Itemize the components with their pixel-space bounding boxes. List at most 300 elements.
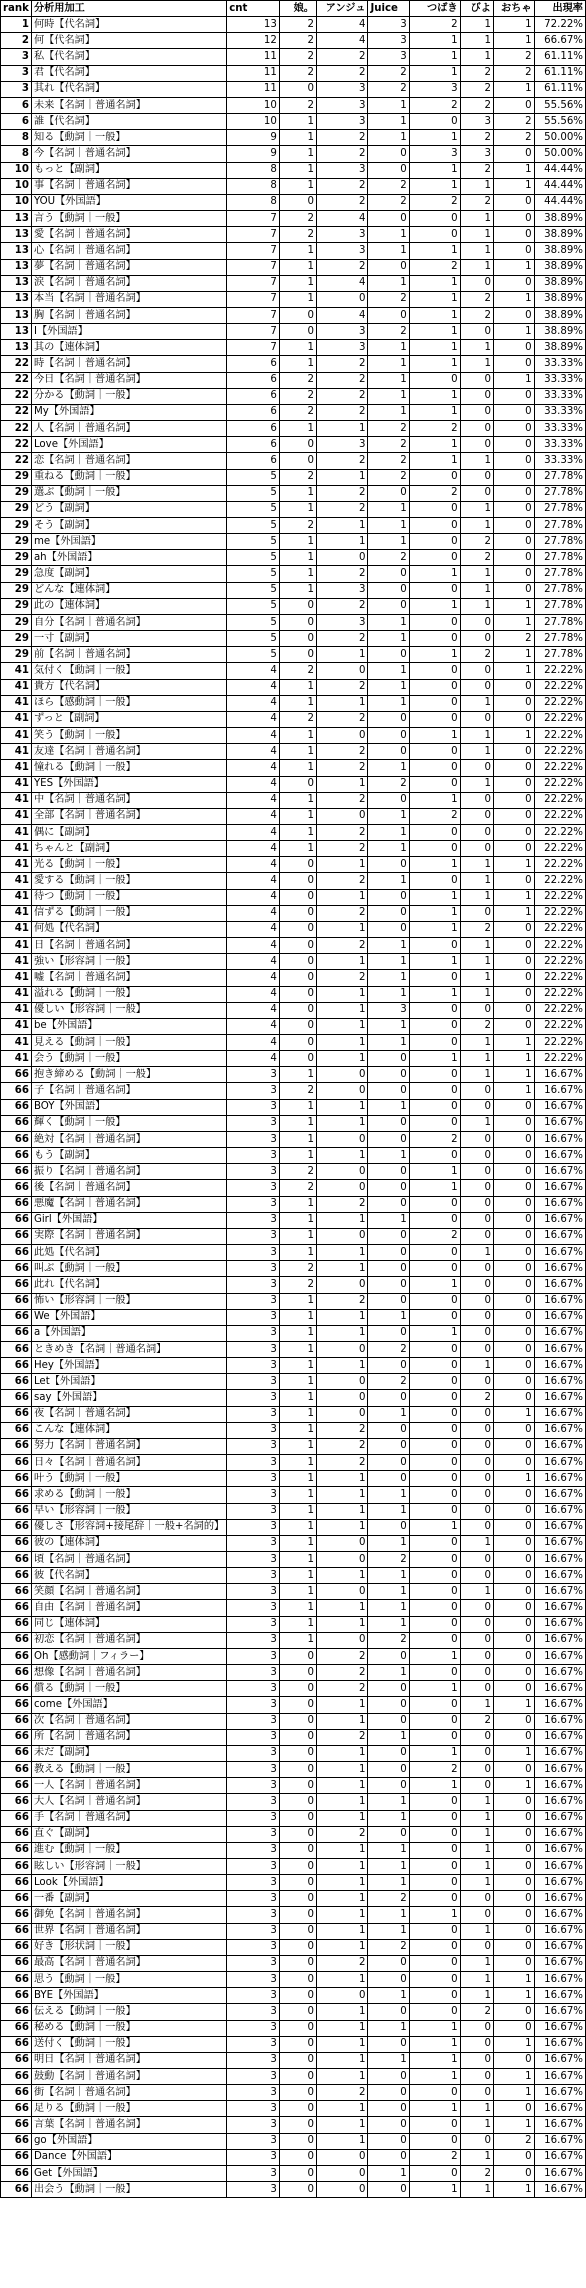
cell-juice[interactable]: 1 xyxy=(368,760,409,776)
cell-rate[interactable]: 27.78% xyxy=(534,485,585,501)
cell-ocha[interactable]: 0 xyxy=(493,582,534,598)
cell-beyooonds[interactable]: 0 xyxy=(460,1907,493,1923)
cell-cnt[interactable]: 3 xyxy=(227,1228,280,1244)
cell-rate[interactable]: 22.22% xyxy=(534,744,585,760)
cell-word[interactable]: ずっと【副詞】 xyxy=(31,711,226,727)
cell-cnt[interactable]: 7 xyxy=(227,275,280,291)
cell-cnt[interactable]: 3 xyxy=(227,1552,280,1568)
cell-juice[interactable]: 1 xyxy=(368,824,409,840)
cell-angerme[interactable]: 0 xyxy=(316,1067,367,1083)
cell-tsubaki[interactable]: 0 xyxy=(409,841,460,857)
cell-word[interactable]: ちゃんと【副詞】 xyxy=(31,841,226,857)
cell-angerme[interactable]: 2 xyxy=(316,259,367,275)
cell-cnt[interactable]: 4 xyxy=(227,711,280,727)
cell-tsubaki[interactable]: 1 xyxy=(409,437,460,453)
cell-rate[interactable]: 33.33% xyxy=(534,453,585,469)
cell-angerme[interactable]: 0 xyxy=(316,1277,367,1293)
cell-cnt[interactable]: 3 xyxy=(227,1487,280,1503)
cell-angerme[interactable]: 0 xyxy=(316,1228,367,1244)
cell-musume[interactable]: 0 xyxy=(279,889,316,905)
cell-musume[interactable]: 0 xyxy=(279,1858,316,1874)
cell-rank[interactable]: 66 xyxy=(1,1923,32,1939)
cell-tsubaki[interactable]: 0 xyxy=(409,711,460,727)
cell-beyooonds[interactable]: 1 xyxy=(460,178,493,194)
cell-ocha[interactable]: 1 xyxy=(493,324,534,340)
cell-ocha[interactable]: 0 xyxy=(493,275,534,291)
cell-cnt[interactable]: 3 xyxy=(227,1245,280,1261)
cell-cnt[interactable]: 11 xyxy=(227,49,280,65)
cell-angerme[interactable]: 0 xyxy=(316,663,367,679)
cell-juice[interactable]: 0 xyxy=(368,1390,409,1406)
cell-musume[interactable]: 2 xyxy=(279,518,316,534)
cell-musume[interactable]: 0 xyxy=(279,1051,316,1067)
cell-rank[interactable]: 10 xyxy=(1,162,32,178)
cell-rank[interactable]: 66 xyxy=(1,1745,32,1761)
cell-beyooonds[interactable]: 1 xyxy=(460,49,493,65)
cell-tsubaki[interactable]: 0 xyxy=(409,760,460,776)
cell-beyooonds[interactable]: 0 xyxy=(460,1762,493,1778)
cell-beyooonds[interactable]: 1 xyxy=(460,1842,493,1858)
cell-cnt[interactable]: 5 xyxy=(227,647,280,663)
cell-rate[interactable]: 16.67% xyxy=(534,1325,585,1341)
cell-beyooonds[interactable]: 1 xyxy=(460,227,493,243)
cell-rate[interactable]: 22.22% xyxy=(534,970,585,986)
cell-beyooonds[interactable]: 0 xyxy=(460,1438,493,1454)
cell-angerme[interactable]: 2 xyxy=(316,1681,367,1697)
cell-rank[interactable]: 66 xyxy=(1,1955,32,1971)
cell-beyooonds[interactable]: 2 xyxy=(460,647,493,663)
cell-tsubaki[interactable]: 0 xyxy=(409,1729,460,1745)
cell-word[interactable]: 努力【名詞｜普通名詞】 xyxy=(31,1438,226,1454)
cell-ocha[interactable]: 1 xyxy=(493,598,534,614)
cell-rate[interactable]: 16.67% xyxy=(534,1083,585,1099)
cell-ocha[interactable]: 1 xyxy=(493,2182,534,2198)
cell-angerme[interactable]: 0 xyxy=(316,2165,367,2181)
cell-ocha[interactable]: 0 xyxy=(493,194,534,210)
cell-beyooonds[interactable]: 0 xyxy=(460,663,493,679)
cell-beyooonds[interactable]: 2 xyxy=(460,130,493,146)
cell-cnt[interactable]: 3 xyxy=(227,1422,280,1438)
cell-word[interactable]: YES【外国語】 xyxy=(31,776,226,792)
cell-beyooonds[interactable]: 0 xyxy=(460,1212,493,1228)
cell-word[interactable]: 夜【名詞｜普通名詞】 xyxy=(31,1406,226,1422)
header-rank[interactable]: rank xyxy=(1,1,32,17)
cell-tsubaki[interactable]: 0 xyxy=(409,1875,460,1891)
cell-tsubaki[interactable]: 1 xyxy=(409,130,460,146)
cell-ocha[interactable]: 0 xyxy=(493,1842,534,1858)
cell-cnt[interactable]: 3 xyxy=(227,1503,280,1519)
cell-rank[interactable]: 41 xyxy=(1,1002,32,1018)
cell-cnt[interactable]: 3 xyxy=(227,1568,280,1584)
cell-beyooonds[interactable]: 0 xyxy=(460,1455,493,1471)
cell-ocha[interactable]: 0 xyxy=(493,1923,534,1939)
cell-cnt[interactable]: 3 xyxy=(227,1875,280,1891)
cell-word[interactable]: 気付く【動詞｜一般】 xyxy=(31,663,226,679)
cell-musume[interactable]: 1 xyxy=(279,146,316,162)
cell-musume[interactable]: 0 xyxy=(279,1002,316,1018)
cell-rate[interactable]: 16.67% xyxy=(534,1309,585,1325)
cell-rank[interactable]: 41 xyxy=(1,905,32,921)
cell-juice[interactable]: 0 xyxy=(368,1422,409,1438)
cell-word[interactable]: 心【名詞｜普通名詞】 xyxy=(31,243,226,259)
cell-musume[interactable]: 1 xyxy=(279,356,316,372)
cell-rate[interactable]: 16.67% xyxy=(534,1972,585,1988)
cell-angerme[interactable]: 0 xyxy=(316,550,367,566)
cell-rank[interactable]: 66 xyxy=(1,2182,32,2198)
cell-tsubaki[interactable]: 1 xyxy=(409,1907,460,1923)
cell-beyooonds[interactable]: 0 xyxy=(460,388,493,404)
cell-rate[interactable]: 22.22% xyxy=(534,1018,585,1034)
cell-juice[interactable]: 1 xyxy=(368,1810,409,1826)
cell-rank[interactable]: 66 xyxy=(1,1810,32,1826)
cell-cnt[interactable]: 7 xyxy=(227,227,280,243)
cell-ocha[interactable]: 0 xyxy=(493,1487,534,1503)
cell-musume[interactable]: 0 xyxy=(279,2004,316,2020)
cell-tsubaki[interactable]: 1 xyxy=(409,1277,460,1293)
cell-word[interactable]: 手【名詞｜普通名詞】 xyxy=(31,1810,226,1826)
cell-cnt[interactable]: 4 xyxy=(227,728,280,744)
cell-tsubaki[interactable]: 0 xyxy=(409,211,460,227)
cell-rate[interactable]: 27.78% xyxy=(534,631,585,647)
cell-rank[interactable]: 66 xyxy=(1,1503,32,1519)
cell-beyooonds[interactable]: 0 xyxy=(460,421,493,437)
cell-rank[interactable]: 66 xyxy=(1,1648,32,1664)
cell-beyooonds[interactable]: 1 xyxy=(460,1826,493,1842)
cell-tsubaki[interactable]: 0 xyxy=(409,1002,460,1018)
cell-rate[interactable]: 38.89% xyxy=(534,211,585,227)
cell-ocha[interactable]: 1 xyxy=(493,728,534,744)
cell-beyooonds[interactable]: 0 xyxy=(460,437,493,453)
cell-juice[interactable]: 1 xyxy=(368,1584,409,1600)
cell-cnt[interactable]: 3 xyxy=(227,1794,280,1810)
cell-rate[interactable]: 61.11% xyxy=(534,81,585,97)
cell-cnt[interactable]: 3 xyxy=(227,1584,280,1600)
cell-juice[interactable]: 1 xyxy=(368,356,409,372)
cell-musume[interactable]: 1 xyxy=(279,1422,316,1438)
cell-rate[interactable]: 16.67% xyxy=(534,1180,585,1196)
cell-cnt[interactable]: 3 xyxy=(227,1697,280,1713)
cell-tsubaki[interactable]: 2 xyxy=(409,421,460,437)
cell-cnt[interactable]: 3 xyxy=(227,1826,280,1842)
cell-beyooonds[interactable]: 0 xyxy=(460,2085,493,2101)
cell-cnt[interactable]: 3 xyxy=(227,2069,280,2085)
cell-word[interactable]: 貴方【代名詞】 xyxy=(31,679,226,695)
cell-beyooonds[interactable]: 1 xyxy=(460,1115,493,1131)
cell-tsubaki[interactable]: 0 xyxy=(409,469,460,485)
cell-word[interactable]: 本当【名詞｜普通名詞】 xyxy=(31,291,226,307)
cell-beyooonds[interactable]: 2 xyxy=(460,534,493,550)
cell-musume[interactable]: 0 xyxy=(279,437,316,453)
cell-tsubaki[interactable]: 3 xyxy=(409,146,460,162)
cell-cnt[interactable]: 5 xyxy=(227,534,280,550)
cell-angerme[interactable]: 2 xyxy=(316,1648,367,1664)
cell-beyooonds[interactable]: 0 xyxy=(460,1600,493,1616)
cell-angerme[interactable]: 1 xyxy=(316,1745,367,1761)
cell-musume[interactable]: 0 xyxy=(279,1842,316,1858)
cell-beyooonds[interactable]: 1 xyxy=(460,1358,493,1374)
cell-tsubaki[interactable]: 0 xyxy=(409,1616,460,1632)
cell-juice[interactable]: 2 xyxy=(368,324,409,340)
cell-rank[interactable]: 66 xyxy=(1,1762,32,1778)
cell-word[interactable]: 世界【名詞｜普通名詞】 xyxy=(31,1923,226,1939)
cell-cnt[interactable]: 3 xyxy=(227,1988,280,2004)
cell-beyooonds[interactable]: 1 xyxy=(460,1067,493,1083)
cell-tsubaki[interactable]: 0 xyxy=(409,1939,460,1955)
cell-musume[interactable]: 1 xyxy=(279,1390,316,1406)
cell-rank[interactable]: 66 xyxy=(1,1148,32,1164)
cell-angerme[interactable]: 4 xyxy=(316,307,367,323)
cell-rank[interactable]: 3 xyxy=(1,65,32,81)
cell-cnt[interactable]: 3 xyxy=(227,1293,280,1309)
cell-ocha[interactable]: 0 xyxy=(493,2020,534,2036)
cell-ocha[interactable]: 0 xyxy=(493,1955,534,1971)
cell-beyooonds[interactable]: 2 xyxy=(460,81,493,97)
cell-juice[interactable]: 0 xyxy=(368,2149,409,2165)
cell-word[interactable]: 憧れる【動詞｜一般】 xyxy=(31,760,226,776)
cell-tsubaki[interactable]: 2 xyxy=(409,194,460,210)
cell-cnt[interactable]: 3 xyxy=(227,1519,280,1535)
cell-word[interactable]: 教える【動詞｜一般】 xyxy=(31,1762,226,1778)
cell-rank[interactable]: 66 xyxy=(1,1277,32,1293)
cell-musume[interactable]: 0 xyxy=(279,1826,316,1842)
cell-tsubaki[interactable]: 1 xyxy=(409,598,460,614)
cell-juice[interactable]: 0 xyxy=(368,1762,409,1778)
cell-ocha[interactable]: 1 xyxy=(493,259,534,275)
cell-rate[interactable]: 16.67% xyxy=(534,1390,585,1406)
cell-ocha[interactable]: 1 xyxy=(493,905,534,921)
cell-rank[interactable]: 66 xyxy=(1,1875,32,1891)
cell-beyooonds[interactable]: 0 xyxy=(460,2069,493,2085)
cell-rate[interactable]: 33.33% xyxy=(534,421,585,437)
cell-angerme[interactable]: 1 xyxy=(316,1519,367,1535)
cell-word[interactable]: Hey【外国語】 xyxy=(31,1358,226,1374)
cell-tsubaki[interactable]: 0 xyxy=(409,1665,460,1681)
cell-musume[interactable]: 0 xyxy=(279,1713,316,1729)
cell-rank[interactable]: 29 xyxy=(1,598,32,614)
cell-ocha[interactable]: 1 xyxy=(493,663,534,679)
cell-rank[interactable]: 29 xyxy=(1,614,32,630)
cell-cnt[interactable]: 4 xyxy=(227,986,280,1002)
cell-cnt[interactable]: 3 xyxy=(227,1972,280,1988)
cell-ocha[interactable]: 0 xyxy=(493,1309,534,1325)
cell-beyooonds[interactable]: 1 xyxy=(460,566,493,582)
cell-rate[interactable]: 16.67% xyxy=(534,1471,585,1487)
cell-beyooonds[interactable]: 1 xyxy=(460,598,493,614)
cell-juice[interactable]: 0 xyxy=(368,1745,409,1761)
cell-beyooonds[interactable]: 0 xyxy=(460,404,493,420)
cell-cnt[interactable]: 7 xyxy=(227,259,280,275)
cell-angerme[interactable]: 0 xyxy=(316,2182,367,2198)
cell-angerme[interactable]: 1 xyxy=(316,2020,367,2036)
cell-rank[interactable]: 41 xyxy=(1,954,32,970)
cell-rate[interactable]: 55.56% xyxy=(534,114,585,130)
cell-ocha[interactable]: 2 xyxy=(493,631,534,647)
cell-juice[interactable]: 0 xyxy=(368,2085,409,2101)
cell-juice[interactable]: 1 xyxy=(368,534,409,550)
cell-angerme[interactable]: 0 xyxy=(316,1341,367,1357)
cell-cnt[interactable]: 5 xyxy=(227,550,280,566)
cell-ocha[interactable]: 0 xyxy=(493,1455,534,1471)
cell-musume[interactable]: 2 xyxy=(279,711,316,727)
cell-tsubaki[interactable]: 1 xyxy=(409,857,460,873)
cell-angerme[interactable]: 0 xyxy=(316,1131,367,1147)
cell-musume[interactable]: 0 xyxy=(279,2133,316,2149)
cell-ocha[interactable]: 1 xyxy=(493,1083,534,1099)
cell-word[interactable]: 嘘【名詞｜普通名詞】 xyxy=(31,970,226,986)
cell-cnt[interactable]: 3 xyxy=(227,2004,280,2020)
cell-rank[interactable]: 22 xyxy=(1,372,32,388)
cell-tsubaki[interactable]: 1 xyxy=(409,2052,460,2068)
cell-tsubaki[interactable]: 1 xyxy=(409,1051,460,1067)
cell-word[interactable]: 償る【動詞｜一般】 xyxy=(31,1681,226,1697)
cell-rank[interactable]: 66 xyxy=(1,1164,32,1180)
cell-rank[interactable]: 66 xyxy=(1,2004,32,2020)
cell-juice[interactable]: 0 xyxy=(368,2182,409,2198)
cell-juice[interactable]: 0 xyxy=(368,2101,409,2117)
cell-tsubaki[interactable]: 2 xyxy=(409,485,460,501)
cell-beyooonds[interactable]: 2 xyxy=(460,307,493,323)
cell-rank[interactable]: 66 xyxy=(1,1115,32,1131)
cell-ocha[interactable]: 0 xyxy=(493,1568,534,1584)
cell-beyooonds[interactable]: 1 xyxy=(460,1810,493,1826)
cell-beyooonds[interactable]: 1 xyxy=(460,1858,493,1874)
cell-juice[interactable]: 0 xyxy=(368,259,409,275)
cell-rank[interactable]: 41 xyxy=(1,744,32,760)
cell-juice[interactable]: 0 xyxy=(368,1972,409,1988)
cell-cnt[interactable]: 5 xyxy=(227,631,280,647)
cell-tsubaki[interactable]: 1 xyxy=(409,404,460,420)
cell-cnt[interactable]: 7 xyxy=(227,340,280,356)
cell-rank[interactable]: 66 xyxy=(1,1099,32,1115)
cell-beyooonds[interactable]: 1 xyxy=(460,211,493,227)
cell-rank[interactable]: 13 xyxy=(1,291,32,307)
cell-rank[interactable]: 22 xyxy=(1,388,32,404)
cell-tsubaki[interactable]: 1 xyxy=(409,307,460,323)
cell-rate[interactable]: 16.67% xyxy=(534,1762,585,1778)
cell-ocha[interactable]: 1 xyxy=(493,1035,534,1051)
cell-rank[interactable]: 13 xyxy=(1,324,32,340)
cell-ocha[interactable]: 0 xyxy=(493,824,534,840)
cell-ocha[interactable]: 0 xyxy=(493,1261,534,1277)
cell-rank[interactable]: 66 xyxy=(1,1665,32,1681)
cell-rate[interactable]: 61.11% xyxy=(534,65,585,81)
cell-beyooonds[interactable]: 0 xyxy=(460,905,493,921)
cell-word[interactable]: 前【名詞｜普通名詞】 xyxy=(31,647,226,663)
cell-juice[interactable]: 1 xyxy=(368,1568,409,1584)
cell-rate[interactable]: 16.67% xyxy=(534,1632,585,1648)
cell-angerme[interactable]: 2 xyxy=(316,1729,367,1745)
cell-word[interactable]: 日々【名詞｜普通名詞】 xyxy=(31,1455,226,1471)
cell-juice[interactable]: 0 xyxy=(368,1051,409,1067)
cell-musume[interactable]: 0 xyxy=(279,2149,316,2165)
cell-cnt[interactable]: 4 xyxy=(227,1035,280,1051)
cell-musume[interactable]: 0 xyxy=(279,921,316,937)
cell-angerme[interactable]: 2 xyxy=(316,453,367,469)
cell-rank[interactable]: 41 xyxy=(1,679,32,695)
cell-rank[interactable]: 22 xyxy=(1,421,32,437)
cell-angerme[interactable]: 0 xyxy=(316,291,367,307)
cell-angerme[interactable]: 1 xyxy=(316,1051,367,1067)
cell-tsubaki[interactable]: 0 xyxy=(409,1858,460,1874)
cell-rate[interactable]: 33.33% xyxy=(534,388,585,404)
cell-ocha[interactable]: 0 xyxy=(493,873,534,889)
cell-juice[interactable]: 0 xyxy=(368,598,409,614)
cell-ocha[interactable]: 0 xyxy=(493,1341,534,1357)
cell-musume[interactable]: 0 xyxy=(279,614,316,630)
cell-beyooonds[interactable]: 2 xyxy=(460,194,493,210)
cell-musume[interactable]: 1 xyxy=(279,178,316,194)
cell-ocha[interactable]: 0 xyxy=(493,1099,534,1115)
cell-musume[interactable]: 1 xyxy=(279,1067,316,1083)
cell-rate[interactable]: 22.22% xyxy=(534,760,585,776)
cell-ocha[interactable]: 0 xyxy=(493,776,534,792)
cell-angerme[interactable]: 2 xyxy=(316,146,367,162)
cell-angerme[interactable]: 2 xyxy=(316,744,367,760)
cell-angerme[interactable]: 3 xyxy=(316,81,367,97)
cell-beyooonds[interactable]: 2 xyxy=(460,1018,493,1034)
cell-word[interactable]: 日【名詞｜普通名詞】 xyxy=(31,938,226,954)
cell-tsubaki[interactable]: 0 xyxy=(409,679,460,695)
cell-angerme[interactable]: 1 xyxy=(316,518,367,534)
cell-ocha[interactable]: 0 xyxy=(493,340,534,356)
cell-angerme[interactable]: 2 xyxy=(316,485,367,501)
cell-juice[interactable]: 0 xyxy=(368,1358,409,1374)
cell-rate[interactable]: 16.67% xyxy=(534,1616,585,1632)
cell-tsubaki[interactable]: 0 xyxy=(409,1067,460,1083)
cell-musume[interactable]: 2 xyxy=(279,1261,316,1277)
cell-juice[interactable]: 1 xyxy=(368,954,409,970)
cell-musume[interactable]: 0 xyxy=(279,1697,316,1713)
cell-juice[interactable]: 0 xyxy=(368,711,409,727)
cell-rate[interactable]: 33.33% xyxy=(534,356,585,372)
cell-juice[interactable]: 1 xyxy=(368,1148,409,1164)
cell-tsubaki[interactable]: 0 xyxy=(409,1455,460,1471)
cell-word[interactable]: 信ずる【動詞｜一般】 xyxy=(31,905,226,921)
cell-angerme[interactable]: 0 xyxy=(316,1083,367,1099)
cell-beyooonds[interactable]: 2 xyxy=(460,2165,493,2181)
cell-ocha[interactable]: 0 xyxy=(493,534,534,550)
cell-rank[interactable]: 13 xyxy=(1,259,32,275)
cell-tsubaki[interactable]: 0 xyxy=(409,1552,460,1568)
cell-word[interactable]: 進む【動詞｜一般】 xyxy=(31,1842,226,1858)
cell-angerme[interactable]: 3 xyxy=(316,162,367,178)
cell-angerme[interactable]: 0 xyxy=(316,1584,367,1600)
cell-angerme[interactable]: 0 xyxy=(316,2149,367,2165)
cell-cnt[interactable]: 4 xyxy=(227,792,280,808)
cell-word[interactable]: 眩しい【形容詞｜一般】 xyxy=(31,1858,226,1874)
cell-tsubaki[interactable]: 0 xyxy=(409,501,460,517)
cell-musume[interactable]: 0 xyxy=(279,1988,316,2004)
cell-tsubaki[interactable]: 1 xyxy=(409,1164,460,1180)
cell-word[interactable]: 同じ【連体詞】 xyxy=(31,1616,226,1632)
cell-angerme[interactable]: 2 xyxy=(316,1196,367,1212)
cell-rank[interactable]: 66 xyxy=(1,1907,32,1923)
cell-rank[interactable]: 66 xyxy=(1,1794,32,1810)
cell-cnt[interactable]: 3 xyxy=(227,1341,280,1357)
cell-rate[interactable]: 16.67% xyxy=(534,1374,585,1390)
cell-ocha[interactable]: 0 xyxy=(493,1374,534,1390)
cell-ocha[interactable]: 0 xyxy=(493,1762,534,1778)
cell-beyooonds[interactable]: 0 xyxy=(460,1939,493,1955)
cell-juice[interactable]: 3 xyxy=(368,33,409,49)
cell-rank[interactable]: 41 xyxy=(1,857,32,873)
cell-musume[interactable]: 2 xyxy=(279,97,316,113)
cell-word[interactable]: もっと【副詞】 xyxy=(31,162,226,178)
cell-word[interactable]: 中【名詞｜普通名詞】 xyxy=(31,792,226,808)
cell-rate[interactable]: 16.67% xyxy=(534,1261,585,1277)
cell-beyooonds[interactable]: 1 xyxy=(460,986,493,1002)
cell-tsubaki[interactable]: 1 xyxy=(409,566,460,582)
